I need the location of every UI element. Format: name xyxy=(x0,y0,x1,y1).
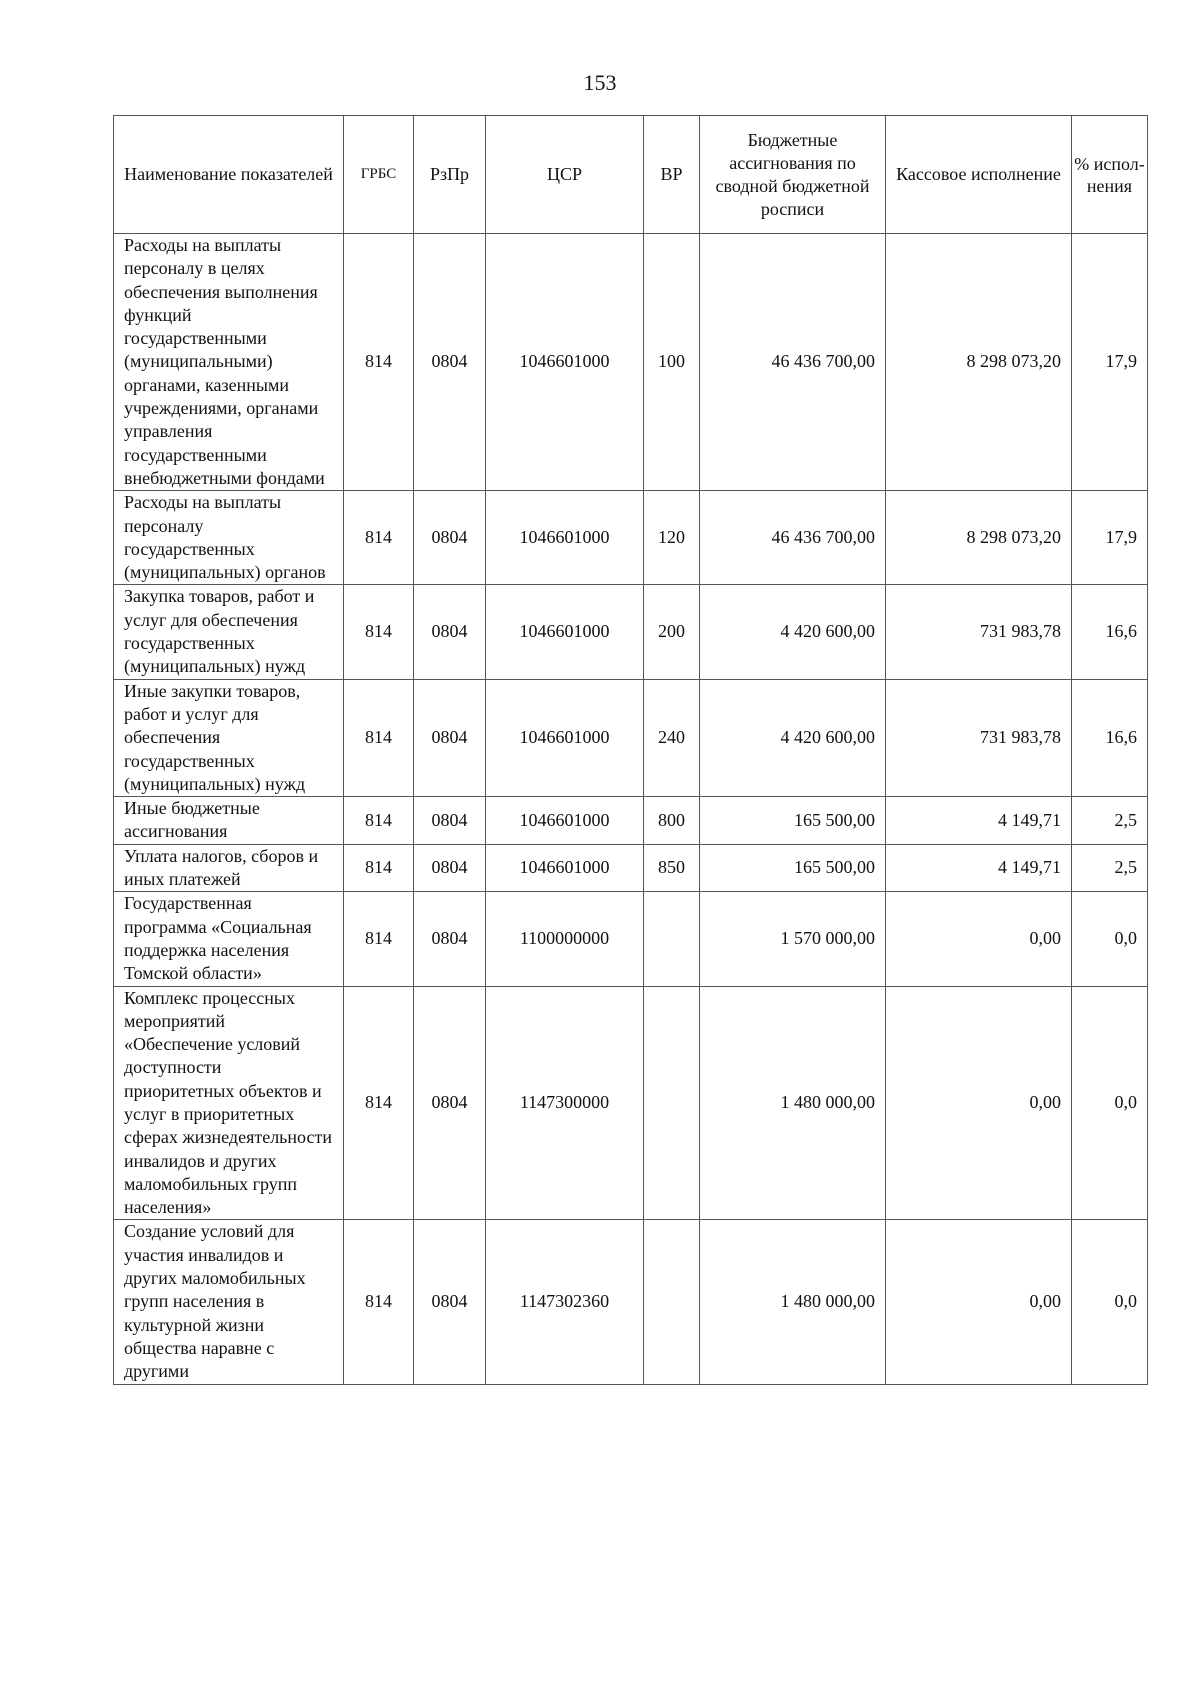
header-csr: ЦСР xyxy=(486,116,644,234)
row-percent: 16,6 xyxy=(1072,585,1148,679)
row-grbs: 814 xyxy=(344,1220,414,1384)
row-budget: 165 500,00 xyxy=(700,844,886,892)
row-budget: 46 436 700,00 xyxy=(700,234,886,491)
row-csr: 1100000000 xyxy=(486,892,644,986)
page-number: 153 xyxy=(583,70,617,95)
table-row xyxy=(114,491,1148,585)
row-grbs: 814 xyxy=(344,892,414,986)
row-rzpr: 0804 xyxy=(414,986,486,1220)
row-name: Комплекс процессных мероприятий «Обеспечение условий доступности приоритетных объектов и услуг в приоритетных сферах жизнедеятельности инвалидов и других маломобильных групп населения» xyxy=(114,986,344,1220)
row-name: Иные бюджетные ассигнования xyxy=(114,797,344,845)
row-vr: 200 xyxy=(644,585,700,679)
row-percent: 2,5 xyxy=(1072,797,1148,845)
row-grbs: 814 xyxy=(344,491,414,585)
table-row xyxy=(114,1220,1148,1384)
row-csr: 1046601000 xyxy=(486,797,644,845)
row-grbs: 814 xyxy=(344,679,414,796)
header-percent: % испол- нения xyxy=(1072,116,1148,234)
row-cash: 0,00 xyxy=(886,986,1072,1220)
budget-table xyxy=(113,115,1148,1385)
row-grbs: 814 xyxy=(344,797,414,845)
header-name: Наименование показателей xyxy=(114,116,344,234)
row-vr xyxy=(644,892,700,986)
table-row xyxy=(114,679,1148,796)
table-row xyxy=(114,892,1148,986)
row-cash: 0,00 xyxy=(886,1220,1072,1384)
row-rzpr: 0804 xyxy=(414,1220,486,1384)
table-row xyxy=(114,234,1148,491)
table-row xyxy=(114,797,1148,845)
row-vr: 850 xyxy=(644,844,700,892)
table-row xyxy=(114,844,1148,892)
row-vr xyxy=(644,986,700,1220)
row-name: Создание условий для участия инвалидов и других маломобильных групп населения в культурной жизни общества наравне с другими xyxy=(114,1220,344,1384)
row-csr: 1046601000 xyxy=(486,234,644,491)
header-cash: Кассовое исполнение xyxy=(886,116,1072,234)
row-name: Уплата налогов, сборов и иных платежей xyxy=(114,844,344,892)
row-csr: 1046601000 xyxy=(486,491,644,585)
row-grbs: 814 xyxy=(344,986,414,1220)
row-csr: 1046601000 xyxy=(486,679,644,796)
row-csr: 1046601000 xyxy=(486,585,644,679)
row-csr: 1046601000 xyxy=(486,844,644,892)
row-cash: 8 298 073,20 xyxy=(886,234,1072,491)
row-percent: 17,9 xyxy=(1072,491,1148,585)
row-rzpr: 0804 xyxy=(414,844,486,892)
row-budget: 1 480 000,00 xyxy=(700,986,886,1220)
row-percent: 16,6 xyxy=(1072,679,1148,796)
row-name: Закупка товаров, работ и услуг для обеспечения государственных (муниципальных) нужд xyxy=(114,585,344,679)
row-vr: 800 xyxy=(644,797,700,845)
row-percent: 0,0 xyxy=(1072,986,1148,1220)
row-name: Иные закупки товаров, работ и услуг для обеспечения государственных (муниципальных) нужд xyxy=(114,679,344,796)
row-rzpr: 0804 xyxy=(414,234,486,491)
row-percent: 17,9 xyxy=(1072,234,1148,491)
header-vr: ВР xyxy=(644,116,700,234)
header-grbs: ГРБС xyxy=(344,116,414,234)
row-vr xyxy=(644,1220,700,1384)
row-name: Государственная программа «Социальная поддержка населения Томской области» xyxy=(114,892,344,986)
table-row xyxy=(114,986,1148,1220)
row-grbs: 814 xyxy=(344,234,414,491)
table-row xyxy=(114,585,1148,679)
row-budget: 4 420 600,00 xyxy=(700,585,886,679)
row-vr: 100 xyxy=(644,234,700,491)
row-vr: 120 xyxy=(644,491,700,585)
table-header-row xyxy=(114,116,1148,234)
header-budget: Бюджетные ассигнования по сводной бюджетной росписи xyxy=(700,116,886,234)
row-csr: 1147300000 xyxy=(486,986,644,1220)
row-cash: 731 983,78 xyxy=(886,585,1072,679)
row-csr: 1147302360 xyxy=(486,1220,644,1384)
row-rzpr: 0804 xyxy=(414,892,486,986)
row-rzpr: 0804 xyxy=(414,679,486,796)
row-percent: 0,0 xyxy=(1072,1220,1148,1384)
row-budget: 1 570 000,00 xyxy=(700,892,886,986)
row-name: Расходы на выплаты персоналу государственных (муниципальных) органов xyxy=(114,491,344,585)
row-cash: 4 149,71 xyxy=(886,797,1072,845)
row-budget: 1 480 000,00 xyxy=(700,1220,886,1384)
row-budget: 4 420 600,00 xyxy=(700,679,886,796)
row-vr: 240 xyxy=(644,679,700,796)
row-budget: 46 436 700,00 xyxy=(700,491,886,585)
row-name: Расходы на выплаты персоналу в целях обеспечения выполнения функций государственными (муниципальными) органами, казенными учреждениями, органами управления государственными внебюджетными фондами xyxy=(114,234,344,491)
row-cash: 8 298 073,20 xyxy=(886,491,1072,585)
row-rzpr: 0804 xyxy=(414,585,486,679)
row-cash: 4 149,71 xyxy=(886,844,1072,892)
row-percent: 2,5 xyxy=(1072,844,1148,892)
row-grbs: 814 xyxy=(344,585,414,679)
row-percent: 0,0 xyxy=(1072,892,1148,986)
row-rzpr: 0804 xyxy=(414,797,486,845)
row-budget: 165 500,00 xyxy=(700,797,886,845)
row-cash: 731 983,78 xyxy=(886,679,1072,796)
row-cash: 0,00 xyxy=(886,892,1072,986)
row-grbs: 814 xyxy=(344,844,414,892)
row-rzpr: 0804 xyxy=(414,491,486,585)
header-rzpr: РзПр xyxy=(414,116,486,234)
